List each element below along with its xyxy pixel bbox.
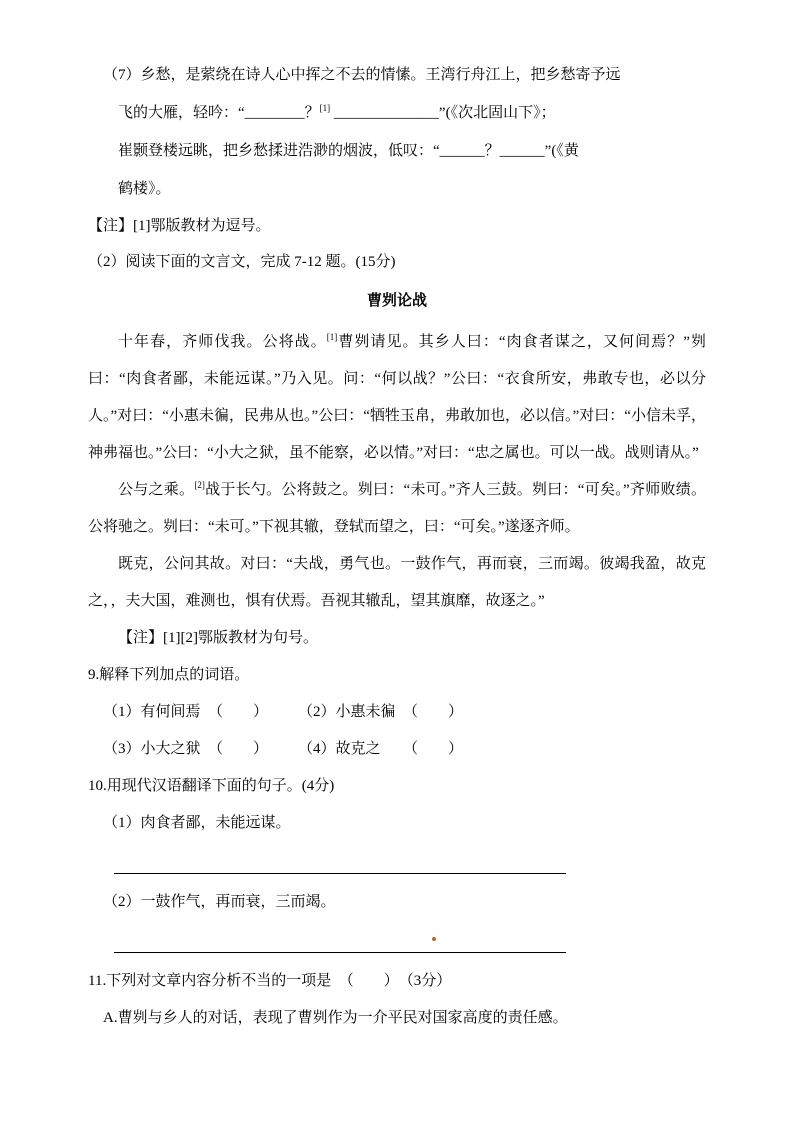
question-9-block xyxy=(88,657,706,768)
essay-title: 曹刿论战 xyxy=(366,293,427,309)
question-11-block xyxy=(88,963,706,1037)
q11-option-a: A.曹刿与乡人的对话，表现了曹刿作为一介平民对国家高度的责任感。 xyxy=(103,1010,568,1026)
essay-p2-text-b: 战于长勺。公将鼓之。刿曰：“未可。”齐人三鼓。刿曰：“可矣。”齐师败绩。公将驰之。刿曰：“未可。”下视其辙，登轼而望之，曰：“可矣。”遂逐齐师。 xyxy=(88,482,706,535)
essay-paragraph-3: 既克，公问其故。对曰：“夫战，勇气也。一鼓作气，再而衰，三而竭。彼竭我盈，故克之，，夫大国，难测也，惧有伏焉。吾视其辙乱，望其旗靡，故逐之。” xyxy=(88,556,706,609)
essay-footnote: 【注】[1][2]鄂版教材为句号。 xyxy=(118,630,318,646)
essay-p1-text-b: 曹刿请见。其乡人曰：“肉食者谋之，又何间焉？”刿曰：“肉食者鄙，未能远谋。”乃入见。问：“何以战？”公曰：“衣食所安，弗敢专也，必以分人。”对曰：“小惠未徧，民弗从也。”公曰：“牺牲玉帛，弗敢加也，必以信。”对曰：“小信未孚，神弗福也。”公曰：“小大之狱，虽不能察，必以情。”对曰：“忠之属也。可以一战。战则请从。” xyxy=(88,334,706,461)
q7-line-3: 崔颢登楼远眺，把乡愁揉进浩渺的烟波，低叹：“______？______”(《黄 xyxy=(118,143,579,159)
q9-options-row-1: （1）有何间焉 （ ） （2）小惠未徧 （ ） xyxy=(103,704,464,720)
q7-line-2-text-b: ______________”(《次北固山下》； xyxy=(330,105,556,121)
q7-line-2 xyxy=(88,94,706,132)
essay-paragraph-1 xyxy=(88,324,706,472)
q7-line-4: 鹤楼》。 xyxy=(118,181,171,197)
q10-sentence-2: （2）一鼓作气，再而衰，三而竭。 xyxy=(103,894,336,910)
q10-sentence-1: （1）肉食者鄙，未能远谋。 xyxy=(103,815,291,831)
q10-stem: 10.用现代汉语翻译下面的句子。(4分) xyxy=(88,778,335,794)
answer-blank-line-1 xyxy=(114,842,566,874)
q7-line-1: （7）乡愁，是萦绕在诗人心中挥之不去的情愫。王湾行舟江上，把乡愁寄予远 xyxy=(103,67,621,83)
q7-line-2-text-a: 飞的大雁，轻吟：“________？ xyxy=(118,105,320,121)
footnote-ref-2: [2] xyxy=(194,480,205,490)
q9-options-row-2: （3）小大之狱 （ ） （4）故克之 （ ） xyxy=(103,741,464,757)
essay-p2-text-a: 公与之乘。 xyxy=(118,482,195,498)
q11-stem: 11.下列对文章内容分析不当的一项是 （ ） （3分） xyxy=(88,973,452,989)
stray-mark-dot xyxy=(432,937,436,941)
answer-blank-line-2 xyxy=(114,921,566,953)
essay-paragraph-2 xyxy=(88,472,706,546)
q9-stem: 9.解释下列加点的词语。 xyxy=(88,667,250,683)
footnote-ref-1b: [1] xyxy=(326,332,338,342)
footnote-ref-1: [1] xyxy=(319,103,331,113)
question-7-block xyxy=(88,56,706,208)
section-2-intro: （2）阅读下面的文言文，完成 7-12 题。(15分) xyxy=(88,254,396,270)
q7-footnote: 【注】[1]鄂版教材为逗号。 xyxy=(88,218,271,234)
question-10-block xyxy=(88,768,706,953)
essay-p1-text-a: 十年春，齐师伐我。公将战。 xyxy=(118,334,327,350)
